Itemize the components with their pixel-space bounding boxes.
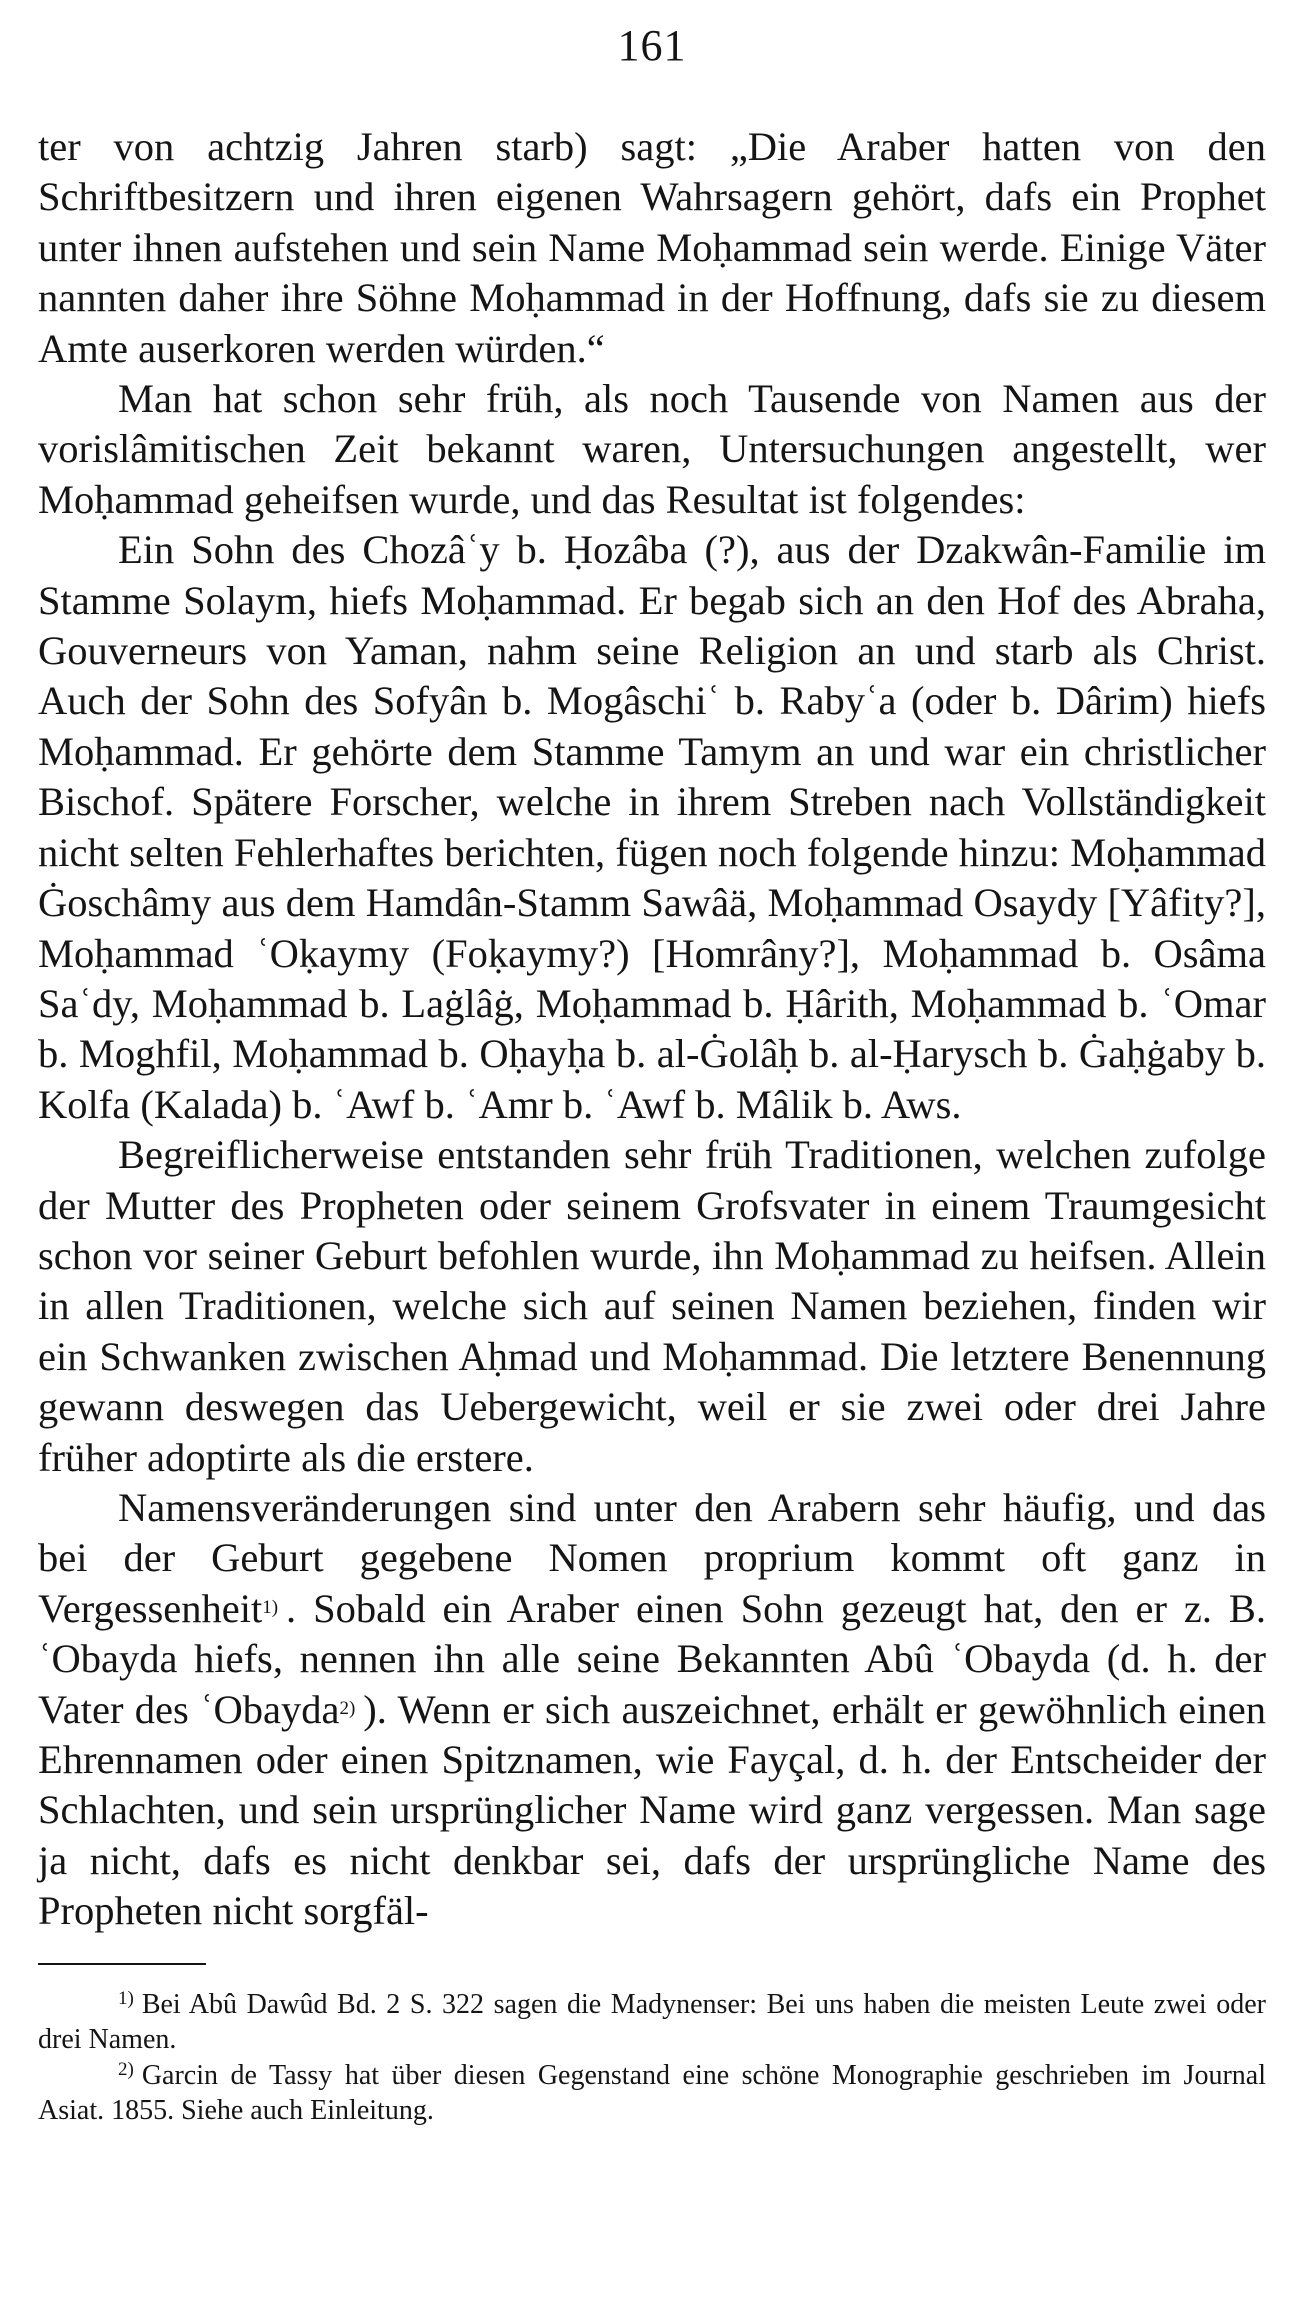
paragraph-5-part-1: Namensveränderungen sind unter den Arabern sehr häufig, und das bei der Geburt gegebene Nomen proprium kommt oft ganz in Vergessenheit [38, 1484, 1266, 1631]
paragraph-3: Ein Sohn des Chozâʿy b. Ḥozâba (?), aus der Dzakwân-Familie im Stamme Solaym, hiefs Moḥammad. Er begab sich an den Hof des Abraha, Gouverneurs von Yaman, nahm seine Religion an und starb als Christ. Auch der Sohn des Sofyân b. Mogâschiʿ b. Rabyʿa (oder b. Dârim) hiefs Moḥammad. Er gehörte dem Stamme Tamym an und war ein christlicher Bischof. Spätere Forscher, welche in ihrem Streben nach Vollständigkeit nicht selten Fehlerhaftes berichten, fügen noch folgende hinzu: Moḥammad Ġoschâmy aus dem Hamdân-Stamm Sawâä, Moḥammad Osaydy [Yâfity?], Moḥammad ʿOḳaymy (Foḳaymy?) [Homrâny?], Moḥammad b. Osâma Saʿdy, Moḥammad b. Laġlâġ, Moḥammad b. Ḥârith, Moḥammad b. ʿOmar b. Moghfil, Moḥammad b. Oḥayḥa b. al-Ġolâḥ b. al-Ḥarysch b. Ġaḥġaby b. Kolfa (Kalada) b. ʿAwf b. ʿAmr b. ʿAwf b. Mâlik b. Aws. [38, 527, 1266, 1127]
book-page [38, 18, 1266, 2129]
footnote-2-text: Garcin de Tassy hat über diesen Gegenstand eine schöne Monographie geschrieben im Journal Asiat. 1855. Siehe auch Einleitung. [38, 2059, 1266, 2127]
footnote-ref-2: 2) [339, 1697, 356, 1719]
main-text [38, 122, 1266, 1937]
footnote-ref-1: 1) [262, 1596, 279, 1618]
page-number: 161 [617, 21, 687, 70]
footnote-2-marker: 2) [118, 2058, 134, 2080]
paragraph-5-part-3: ). Wenn er sich auszeichnet, erhält er gewöhnlich einen Ehrennamen oder einen Spitznamen, wie Fayçal, d. h. der Entscheider der Schlachten, und sein ursprünglicher Name wird ganz vergessen. Man sage ja nicht, dafs es nicht denkbar sei, dafs der ursprüngliche Name des Propheten nicht sorgfäl- [38, 1686, 1267, 1934]
paragraph-2: Man hat schon sehr früh, als noch Tausende von Namen aus der vorislâmitischen Zeit bekannt waren, Untersuchungen angestellt, wer Moḥammad geheifsen wurde, und das Resultat ist folgendes: [38, 376, 1266, 522]
footnote-divider [38, 1963, 206, 1965]
footnote-1-text: Bei Abû Dawûd Bd. 2 S. 322 sagen die Madynenser: Bei uns haben die meisten Leute zwei oder drei Namen. [38, 1988, 1266, 2056]
footnotes [38, 1987, 1266, 2129]
footnote-2 [38, 2058, 1266, 2129]
paragraph-5-part-2: . Sobald ein Araber einen Sohn gezeugt hat, den er z. B. ʿObayda hiefs, nennen ihn alle seine Bekannten Abû ʿObayda (d. h. der Vater des ʿObayda [38, 1585, 1266, 1732]
paragraph-1: ter von achtzig Jahren starb) sagt: „Die Araber hatten von den Schriftbesitzern und ihren eigenen Wahrsagern gehört, dafs ein Prophet unter ihnen aufstehen und sein Name Moḥammad sein werde. Einige Väter nannten daher ihre Söhne Moḥammad in der Hoffnung, dafs sie zu diesem Amte auserkoren werden würden.“ [38, 124, 1266, 371]
paragraph-4: Begreiflicherweise entstanden sehr früh Traditionen, welchen zufolge der Mutter des Propheten oder seinem Grofsvater in einem Traumgesicht schon vor seiner Geburt befohlen wurde, ihn Moḥammad zu heifsen. Allein in allen Traditionen, welche sich auf seinen Namen beziehen, finden wir ein Schwanken zwischen Aḥmad und Moḥammad. Die letztere Benennung gewann deswegen das Uebergewicht, weil er sie zwei oder drei Jahre früher adoptirte als die erstere. [38, 1132, 1266, 1480]
footnote-1 [38, 1987, 1266, 2058]
paragraph-5 [38, 1483, 1266, 1937]
footnote-1-marker: 1) [118, 1987, 134, 2009]
